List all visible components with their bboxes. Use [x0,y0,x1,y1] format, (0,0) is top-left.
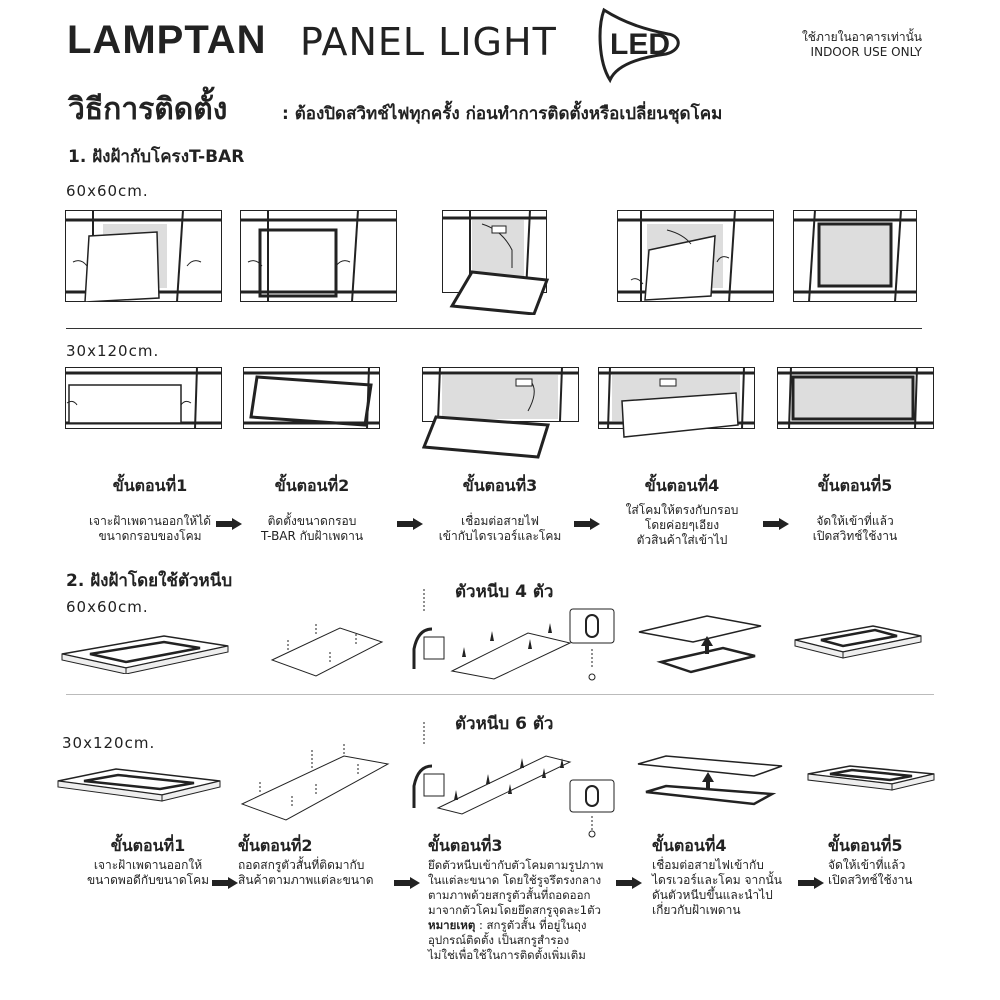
clip-detail-image-2 [568,778,623,840]
note-label: หมายเหตุ [428,918,476,932]
clip-60-step3-image [402,585,572,680]
s1-step1-desc: เจาะฝ้าเพดานออกให้ได้ ขนาดกรอบของโคม [88,514,212,543]
tbar-120-step3-image [422,367,579,459]
s1-arrow-4 [763,518,789,530]
tbar-120-step4-image [598,367,755,439]
s1-step1-title: ขั้นตอนที่1 [112,476,188,495]
s1-step5-desc: จัดให้เข้าที่แล้ว เปิดสวิทช์ใช้งาน [812,514,898,543]
clip-120-step5-image [806,762,936,796]
section1-size-30x120: 30x120cm. [66,342,160,360]
indoor-note-english: INDOOR USE ONLY [810,45,922,59]
s2-arrow-1 [212,877,238,889]
clip-120-step4-image [636,752,784,812]
s2-step3-desc: ยึดตัวหนีบเข้ากับตัวโคมตามรูปภาพ ในแต่ละขนาด โดยใช้รูจรึตรงกลาง ตามภาพด้วยสกรูตัวสั้นที่ถอดออก มาจากตัวโคมโดยยึดสกรูจุดละ1ตัว หมายเหตุ : สกรูตัวสั้น ที่อยู่ในถุง อุปกรณ์ติดตั้ง เป็นสกรูสำรอง ไม่ใช่เพื่อใช้ในการติดตั้งเพิ่มเติม [428,858,604,962]
s1-arrow-3 [574,518,600,530]
tbar-60-step5-image [793,210,917,302]
tbar-60-step2-image [240,210,397,302]
s1-step2-desc: ติดตั้งขนาดกรอบ T-BAR กับฝ้าเพดาน [260,514,364,543]
s2-step1-title: ขั้นตอนที่1 [110,836,186,855]
product-name: PANEL LIGHT [300,20,557,64]
clip-60-step1-image [60,630,230,674]
s2-step3-title: ขั้นตอนที่3 [428,836,503,855]
section2-size-30x120: 30x120cm. [62,734,156,752]
s2-step5-desc: จัดให้เข้าที่แล้ว เปิดสวิทช์ใช้งาน [828,858,913,887]
s2-step4-desc: เชื่อมต่อสายไฟเข้ากับ ไดรเวอร์และโคม จากนั้น ดันตัวหนีบขึ้นและนำไป เกี่ยวกับฝ้าเพดาน [652,858,782,917]
led-logo-text: LED [610,28,670,61]
tbar-60-step4-image [617,210,774,302]
section1-size-60x60: 60x60cm. [66,182,149,200]
clip-120-step2-image [240,740,390,825]
s1-step4-desc: ใส่โคมให้ตรงกับกรอบ โดยค่อยๆเอียง ตัวสินค้าใส่เข้าไป [625,503,739,547]
s2-arrow-4 [798,877,824,889]
clip-60-step2-image [270,620,385,680]
s2-step1-desc: เจาะฝ้าเพดานออกให้ ขนาดพอดีกับขนาดโคม [86,858,210,887]
led-logo [596,6,686,86]
clip-60-step5-image [793,622,923,664]
s1-step4-title: ขั้นตอนที่4 [644,476,720,495]
section2-divider [66,694,934,695]
s2-step2-desc: ถอดสกรูตัวสั้นที่ติดมากับ สินค้าตามภาพแต่ละขนาด [238,858,374,887]
section2-heading: 2. ฝังฝ้าโดยใช้ตัวหนีบ [66,571,233,591]
tbar-120-step2-image [243,367,380,429]
indoor-note-thai: ใช้ภายในอาคารเท่านั้น [801,30,922,44]
installation-title: วิธีการติดตั้ง [68,92,228,127]
tbar-120-step5-image [777,367,934,429]
clips-6-title: ตัวหนีบ 6 ตัว [455,714,554,734]
tbar-60-step1-image [65,210,222,302]
s1-step3-desc: เชื่อมต่อสายไฟ เข้ากับไดรเวอร์และโคม [438,514,562,543]
section1-divider [66,328,922,329]
s2-arrow-2 [394,877,420,889]
s1-step3-title: ขั้นตอนที่3 [462,476,538,495]
s2-step4-title: ขั้นตอนที่4 [652,836,727,855]
s2-step5-title: ขั้นตอนที่5 [828,836,903,855]
brand-name: LAMPTAN [67,18,267,62]
clip-60-step4-image [637,612,763,678]
clip-120-step1-image [56,765,222,807]
installation-warning: : ต้องปิดสวิทช์ไฟทุกครั้ง ก่อนทำการติดตั้งหรือเปลี่ยนชุดโคม [282,104,723,124]
s1-arrow-1 [216,518,242,530]
clips-4-title: ตัวหนีบ 4 ตัว [455,582,554,602]
s1-step5-title: ขั้นตอนที่5 [817,476,893,495]
s2-step2-title: ขั้นตอนที่2 [238,836,313,855]
clip-detail-image-1 [568,605,623,685]
clip-120-step3-image [402,720,572,815]
s1-arrow-2 [397,518,423,530]
section1-heading: 1. ฝังฝ้ากับโครงT-BAR [68,147,245,167]
s1-step2-title: ขั้นตอนที่2 [274,476,350,495]
s2-arrow-3 [616,877,642,889]
tbar-120-step1-image [65,367,222,429]
tbar-60-step3-image [442,210,557,315]
section2-size-60x60: 60x60cm. [66,598,149,616]
indoor-use-note [802,30,922,60]
